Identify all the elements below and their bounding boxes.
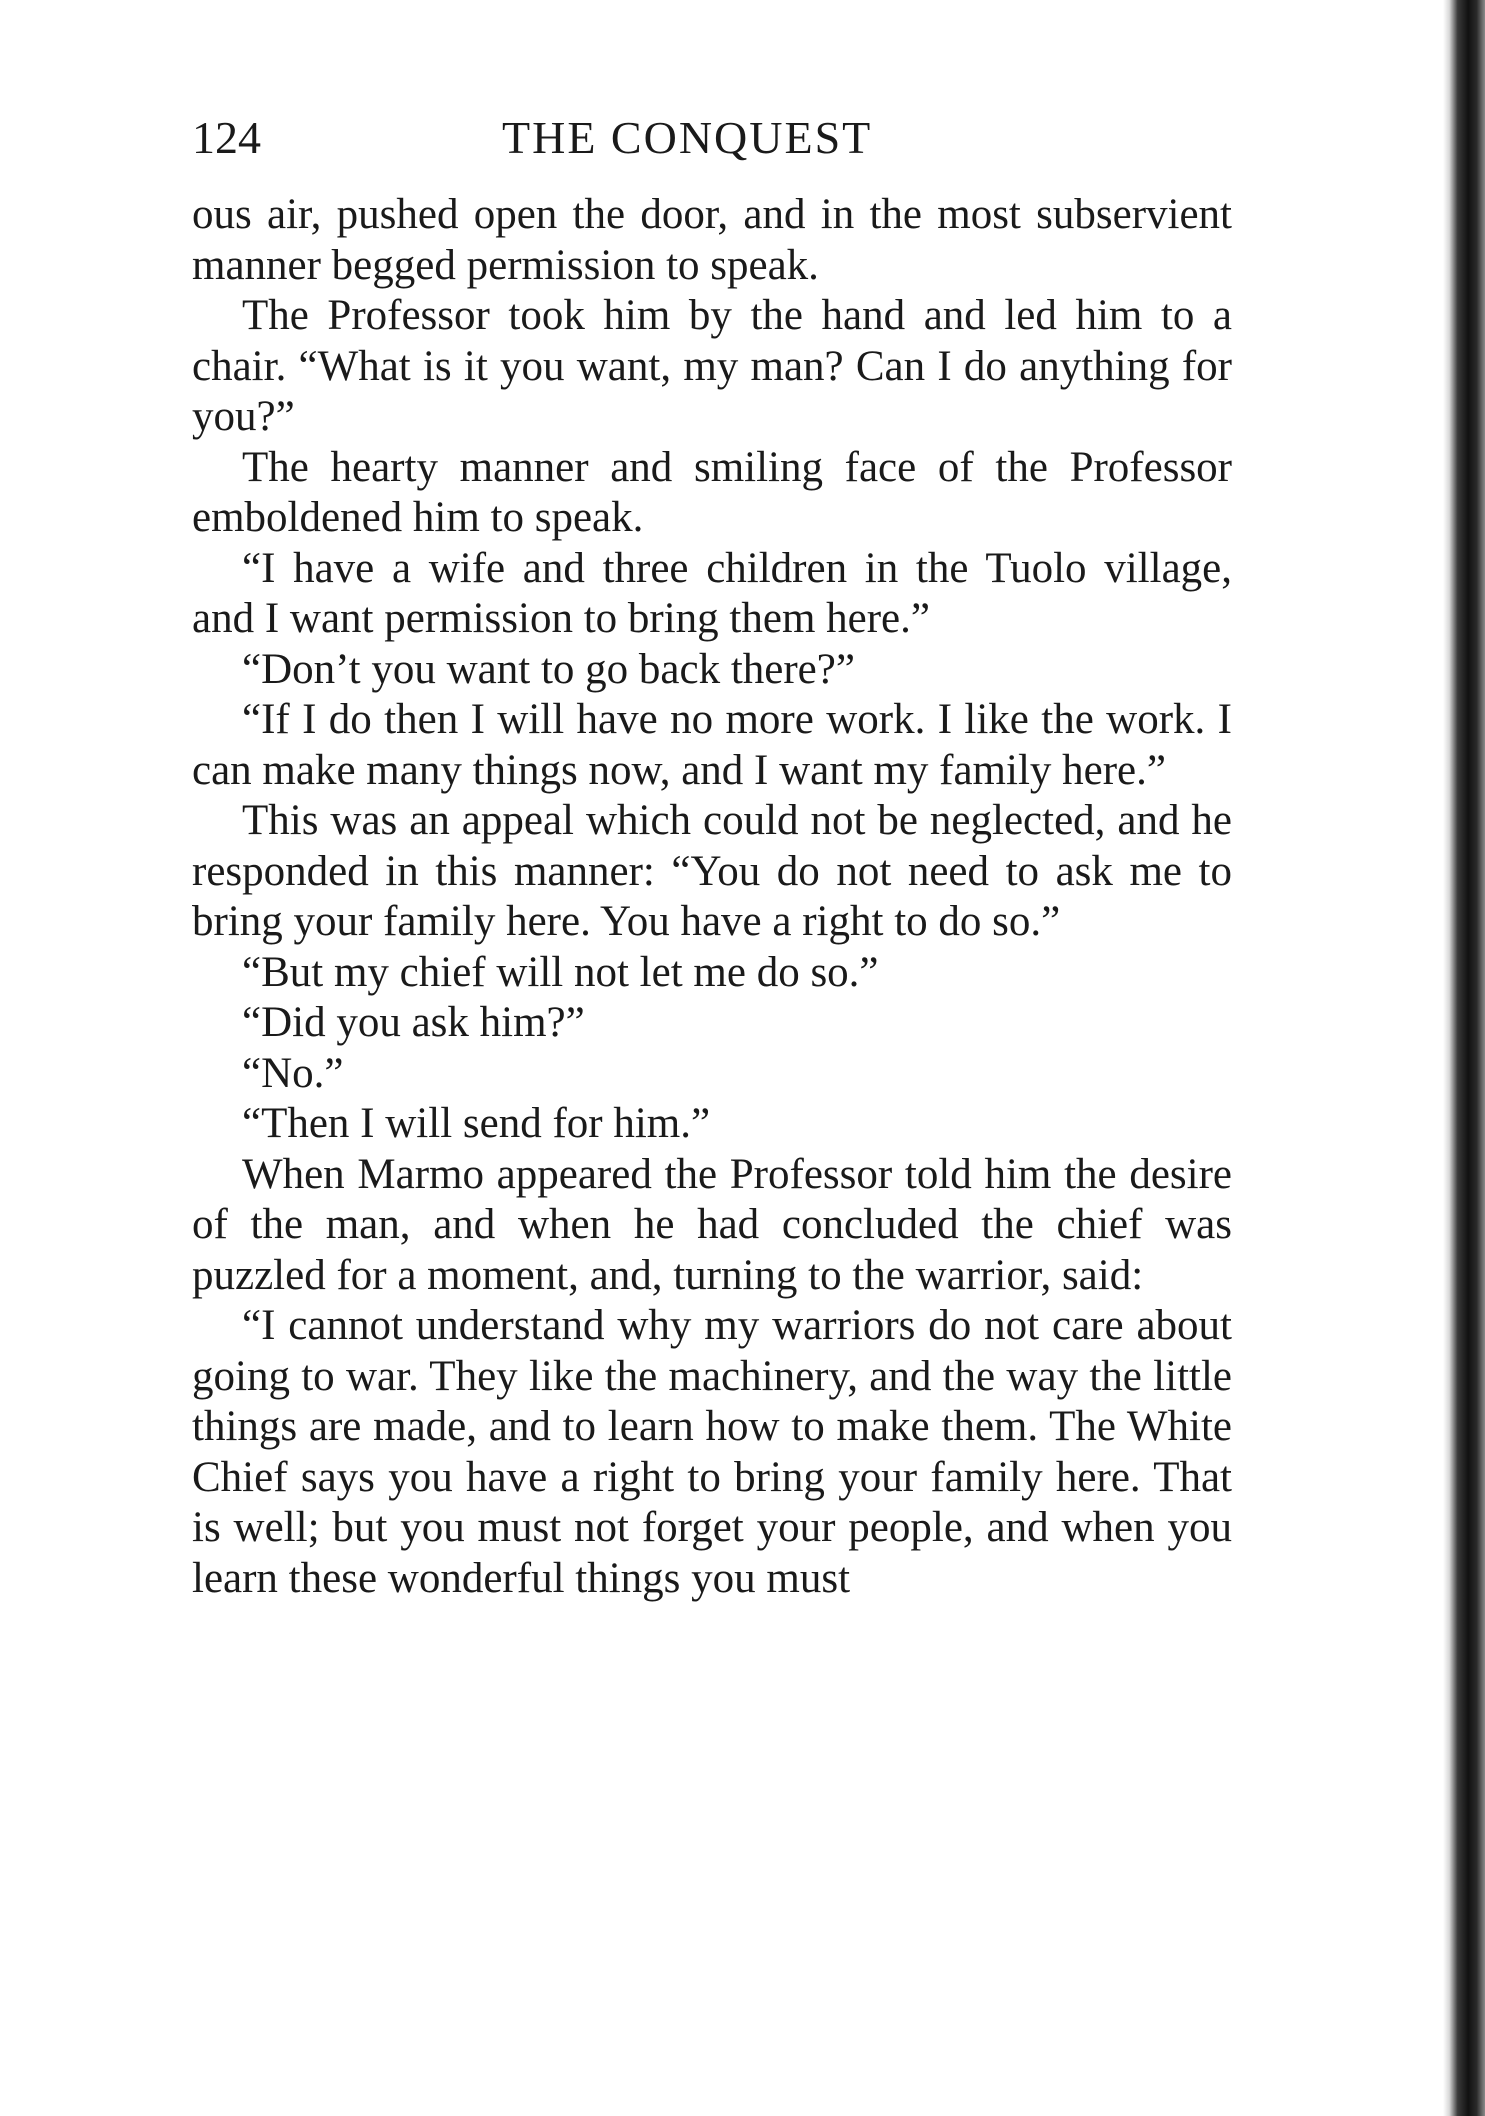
paragraph: The hearty manner and smiling face of the Professor emboldened him to speak. <box>192 443 1232 541</box>
paragraph: “Did you ask him?” <box>242 999 585 1046</box>
paragraph: “But my chief will not let me do so.” <box>242 948 879 996</box>
paragraph: “Then I will send for him.” <box>242 1100 711 1147</box>
page-number: 124 <box>192 112 261 163</box>
page-binding-edge <box>1443 0 1485 2116</box>
running-head: THE CONQUEST <box>502 112 873 163</box>
paragraph: When Marmo appeared the Professor told him the desire of the man, and when he had concluded the chief was puzzled for a moment, and, turning to the warrior, said: <box>192 1150 1232 1299</box>
paragraph: This was an appeal which could not be neglected, and he responded in this manner: “You do not need to ask me to bring your family here. You have a right to do so.” <box>192 797 1232 945</box>
paragraph: “If I do then I will have no more work. I like the work. I can make many things now, and I want my family here.” <box>192 696 1232 794</box>
paragraph: “No.” <box>242 1049 344 1097</box>
paragraph: “I cannot understand why my warriors do not care about going to war. They like the machinery, and the way the little things are made, and to learn how to make them. The White Chief says you have a right to bring your family here. That is well; but you must not forget your people, and when you learn these wonderful things you must <box>192 1302 1232 1602</box>
page-header <box>192 108 1232 168</box>
paragraph: “I have a wife and three children in the Tuolo village, and I want permission to bring them here.” <box>192 544 1232 642</box>
paragraph: ous air, pushed open the door, and in the most subservient manner begged permission to speak. <box>192 191 1232 289</box>
body-text <box>192 190 1232 1604</box>
paragraph: The Professor took him by the hand and led him to a chair. “What is it you want, my man? Can I do anything for you?” <box>192 292 1232 440</box>
paragraph: “Don’t you want to go back there?” <box>242 645 855 693</box>
